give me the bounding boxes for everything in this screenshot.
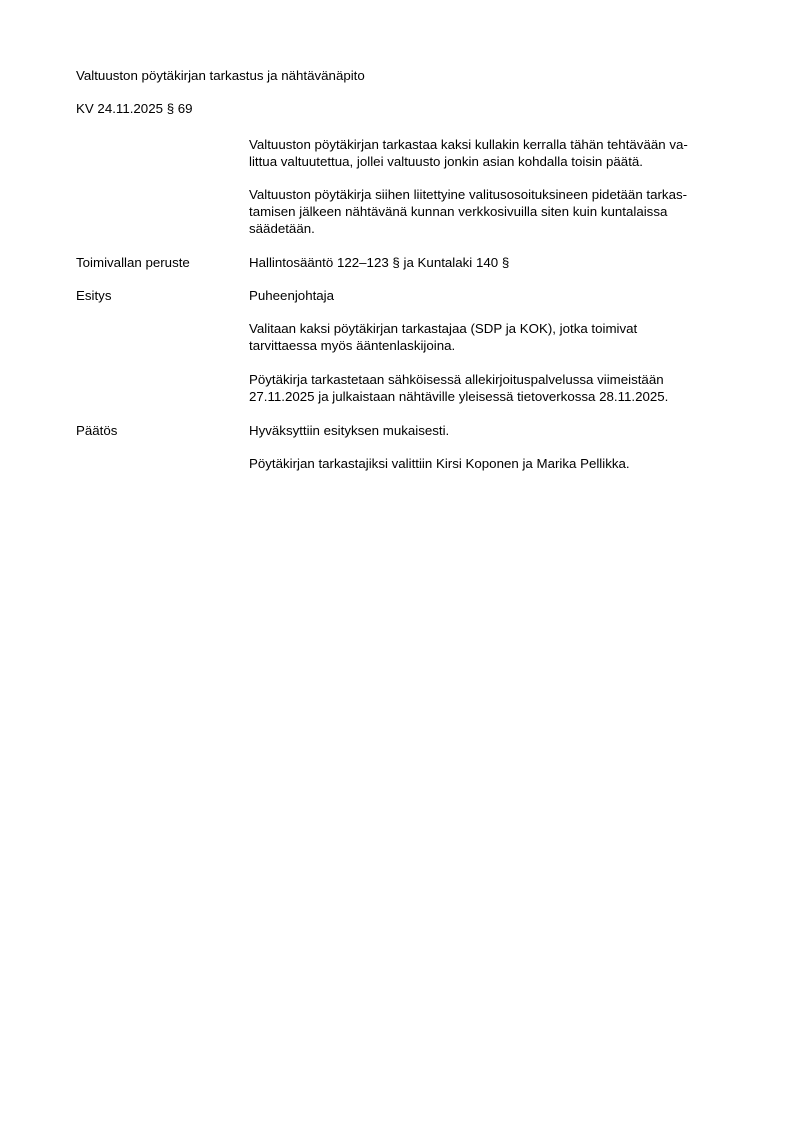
meeting-reference: KV 24.11.2025 § 69 [76,101,193,116]
text-line: tarvittaessa myös ääntenlaskijoina. [249,338,456,353]
section-label: Toimivallan peruste [76,255,190,270]
text-line: Valitaan kaksi pöytäkirjan tarkastajaa (SDP ja KOK), jotka toimivat [249,321,638,336]
presenter: Puheenjohtaja [249,288,335,303]
text-line: littua valtuutettua, jollei valtuusto jonkin asian kohdalla toisin päätä. [249,154,643,169]
text-line: säädetään. [249,221,315,236]
section-label: Esitys [76,288,112,303]
document-title: Valtuuston pöytäkirjan tarkastus ja nähtävänäpito [76,68,365,83]
text-line: Pöytäkirja tarkastetaan sähköisessä allekirjoituspalvelussa viimeistään [249,372,664,387]
text-line: tamisen jälkeen nähtävänä kunnan verkkosivuilla siten kuin kuntalaissa [249,204,668,219]
decision-text: Hyväksyttiin esityksen mukaisesti. [249,423,450,438]
text-line: Valtuuston pöytäkirjan tarkastaa kaksi kullakin kerralla tähän tehtävään va- [249,137,688,152]
section-label: Päätös [76,423,118,438]
section-text: Hallintosääntö 122–123 § ja Kuntalaki 140 § [249,255,510,270]
text-line: 27.11.2025 ja julkaistaan nähtäville yleisessä tietoverkossa 28.11.2025. [249,389,669,404]
decision-note: Pöytäkirjan tarkastajiksi valittiin Kirsi Koponen ja Marika Pellikka. [249,456,630,471]
text-line: Valtuuston pöytäkirja siihen liitettyine valitusosoituksineen pidetään tarkas- [249,187,688,202]
